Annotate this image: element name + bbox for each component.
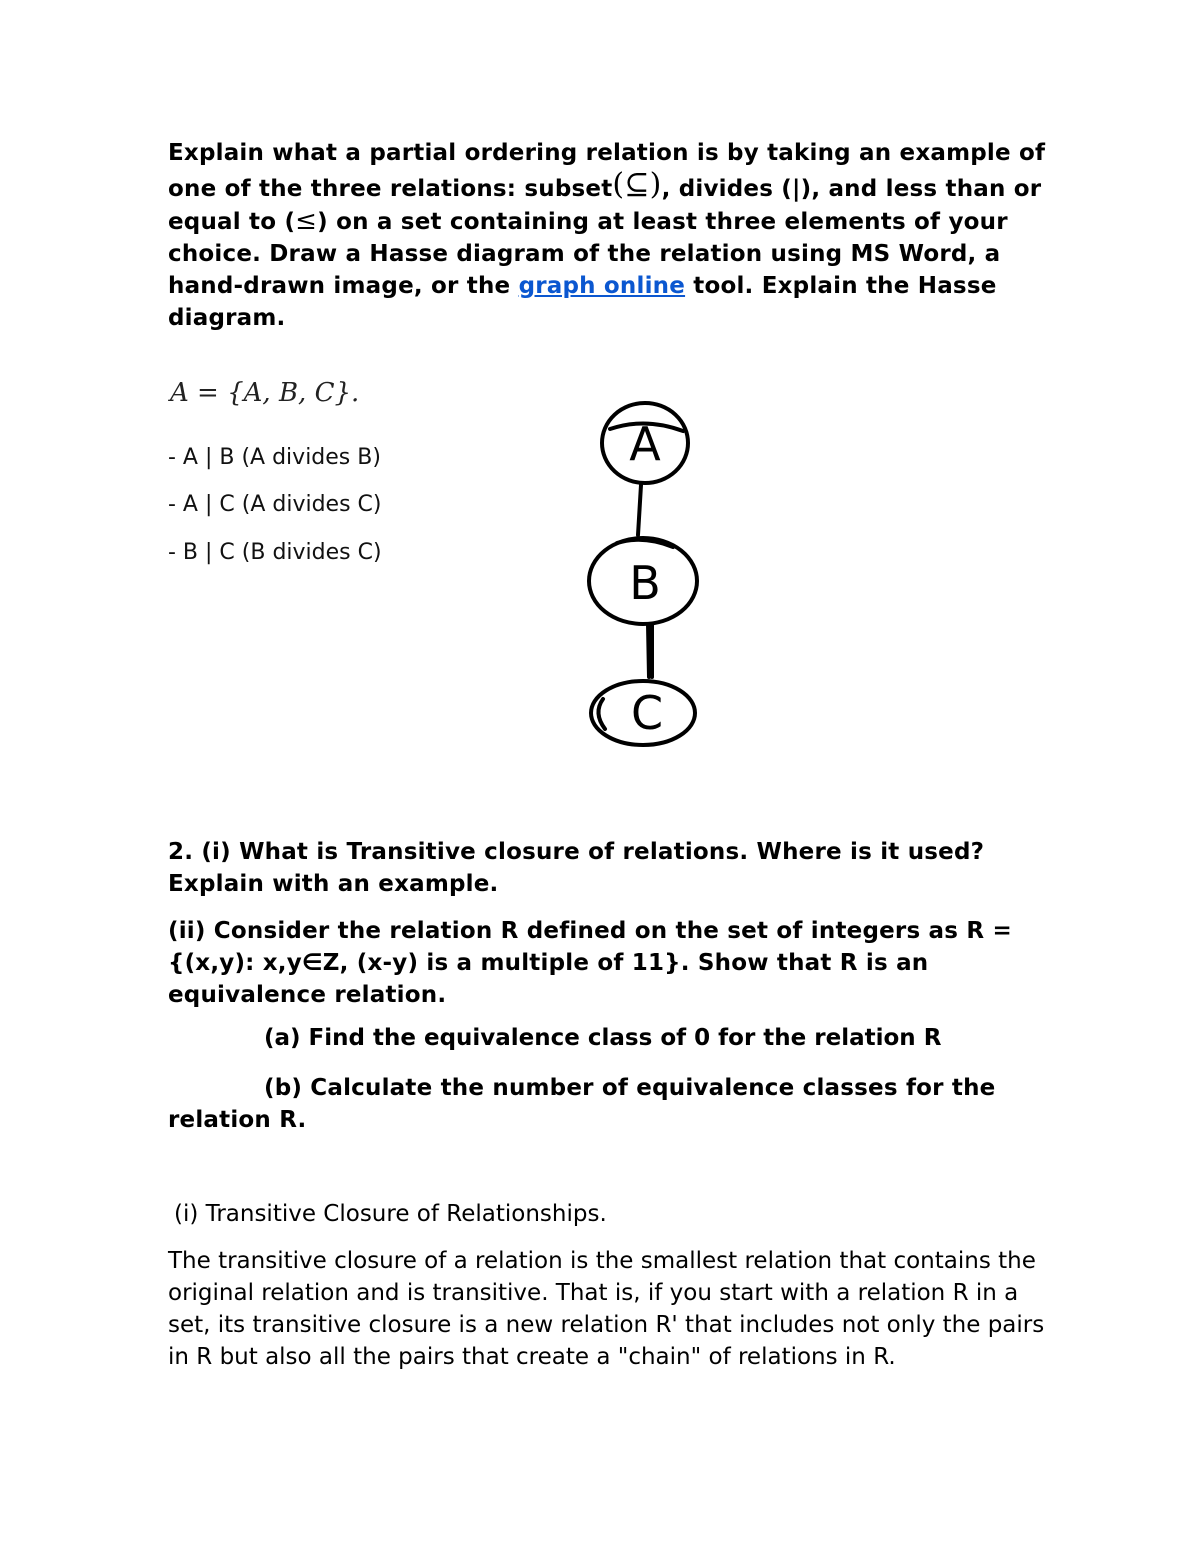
set-definition: A = {A, B, C}. — [170, 378, 360, 408]
hasse-node-b-label: B — [629, 556, 661, 610]
hasse-node-c-label: C — [630, 686, 664, 740]
graph-online-link[interactable]: graph online — [518, 273, 686, 299]
subset-symbol: (⊆) — [612, 167, 662, 202]
question-2-part-b-line-1: (b) Calculate the number of equivalence classes for the — [264, 1075, 996, 1101]
hasse-node-c-inner-stroke — [598, 699, 605, 729]
answer-heading: (i) Transitive Closure of Relationships. — [174, 1201, 607, 1227]
relation-a-divides-b: - A | B (A divides B) — [168, 445, 381, 470]
question-2-part-b — [168, 1072, 1048, 1136]
question-2-part-ii: (ii) Consider the relation R defined on the set of integers as R = {(x,y): x,y∈Z, (x-y) is a multiple of 11}. Show that R is an equivalence relation. — [168, 918, 1012, 1008]
question-1-text-part-1: Explain what a partial ordering relation is by taking an example of one of the three relations: subset — [168, 140, 1046, 202]
question-1 — [168, 137, 1048, 334]
question-2-part-i: 2. (i) What is Transitive closure of relations. Where is it used? Explain with an example. — [168, 839, 985, 897]
hasse-edge-a-b — [638, 485, 641, 535]
question-2-part-b-line-2: relation R. — [168, 1107, 307, 1133]
leq-symbol: ≤ — [295, 206, 318, 236]
hasse-diagram — [575, 395, 715, 755]
question-1-text-part-2: , divides (|), and less than or equal to ( — [168, 176, 1042, 235]
question-1-text-part-4: tool. Explain the Hasse diagram. — [168, 273, 997, 331]
question-2-part-a: (a) Find the equivalence class of 0 for the relation R — [264, 1025, 942, 1051]
relation-a-divides-c: - A | C (A divides C) — [168, 492, 382, 517]
hasse-node-a-label: A — [629, 417, 661, 471]
relation-b-divides-c: - B | C (B divides C) — [168, 540, 382, 565]
hasse-edge-b-c — [648, 624, 649, 677]
answer-body: The transitive closure of a relation is the smallest relation that contains the original relation and is transitive. That is, if you start with a relation R in a set, its transitive closure is a new relation R' that includes not only the pairs in R but also all the pairs that create a "chain" of relations in R. — [168, 1248, 1045, 1370]
question-1-text-part-3: ) on a set containing at least three elements of your choice. Draw a Hasse diagram of the relation using MS Word, a hand-drawn image, or the — [168, 209, 1008, 299]
